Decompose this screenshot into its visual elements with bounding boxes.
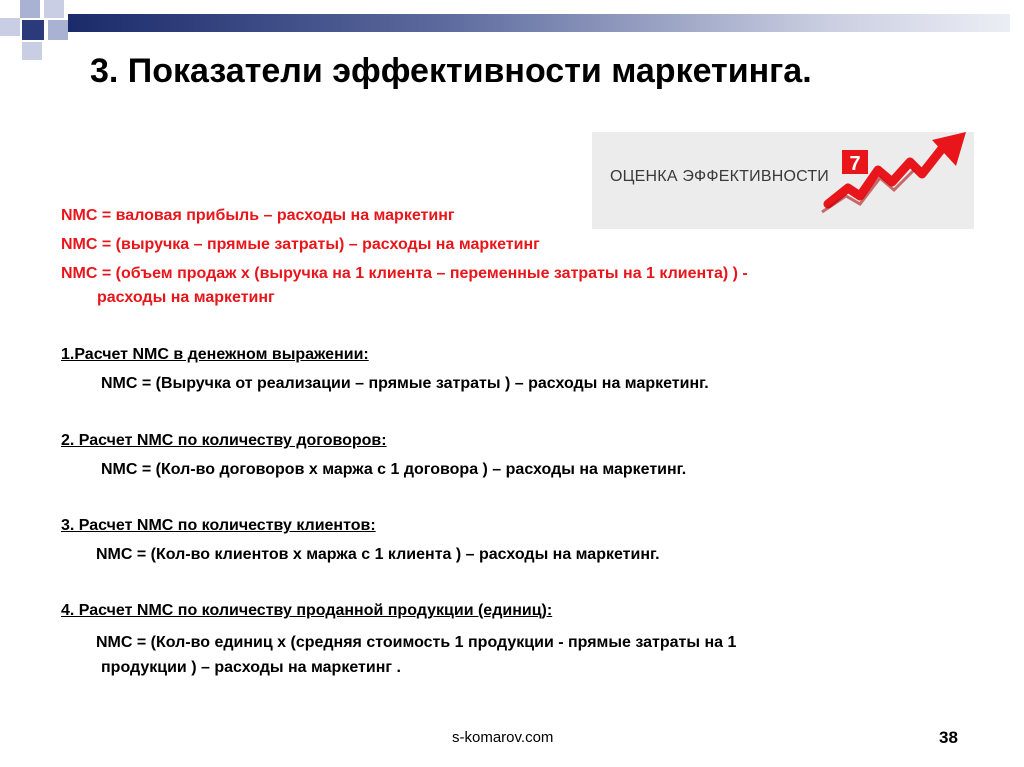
formula-line-1: NMC = валовая прибыль – расходы на маркетинг [61,207,455,224]
growth-arrow-icon [592,132,974,229]
page-number: 38 [939,728,958,747]
slide-title: 3. Показатели эффективности маркетинга. [90,52,812,90]
section-heading-3: 3. Расчет NMC по количеству клиентов: [61,517,376,534]
section-formula-1: NMC = (Выручка от реализации – прямые затраты ) – расходы на маркетинг. [101,375,709,392]
section-formula-2: NMC = (Кол-во договоров х маржа с 1 договора ) – расходы на маркетинг. [101,461,687,478]
banner-logo: 7 [849,153,861,175]
header-gradient-bar [68,14,1010,32]
section-formula-4-cont: продукции ) – расходы на маркетинг . [101,659,401,676]
efficiency-banner-image [592,132,974,229]
formula-line-2: NMC = (выручка – прямые затраты) – расходы на маркетинг [61,236,540,253]
section-heading-4: 4. Расчет NMC по количеству проданной продукции (единиц): [61,602,553,619]
formula-line-3: NMC = (объем продаж х (выручка на 1 клиента – переменные затраты на 1 клиента) ) - [61,265,748,282]
corner-squares-decoration [0,0,90,70]
section-heading-1: 1.Расчет NMC в денежном выражении: [61,346,369,363]
section-formula-4: NMC = (Кол-во единиц х (средняя стоимость 1 продукции - прямые затраты на 1 [96,634,737,651]
section-heading-2: 2. Расчет NMC по количеству договоров: [61,432,387,449]
footer-website: s-komarov.com [452,729,554,746]
section-formula-3: NMC = (Кол-во клиентов х маржа с 1 клиента ) – расходы на маркетинг. [96,546,660,563]
banner-text: ОЦЕНКА ЭФФЕКТИВНОСТИ [610,168,830,185]
formula-line-3-cont: расходы на маркетинг [97,289,275,306]
